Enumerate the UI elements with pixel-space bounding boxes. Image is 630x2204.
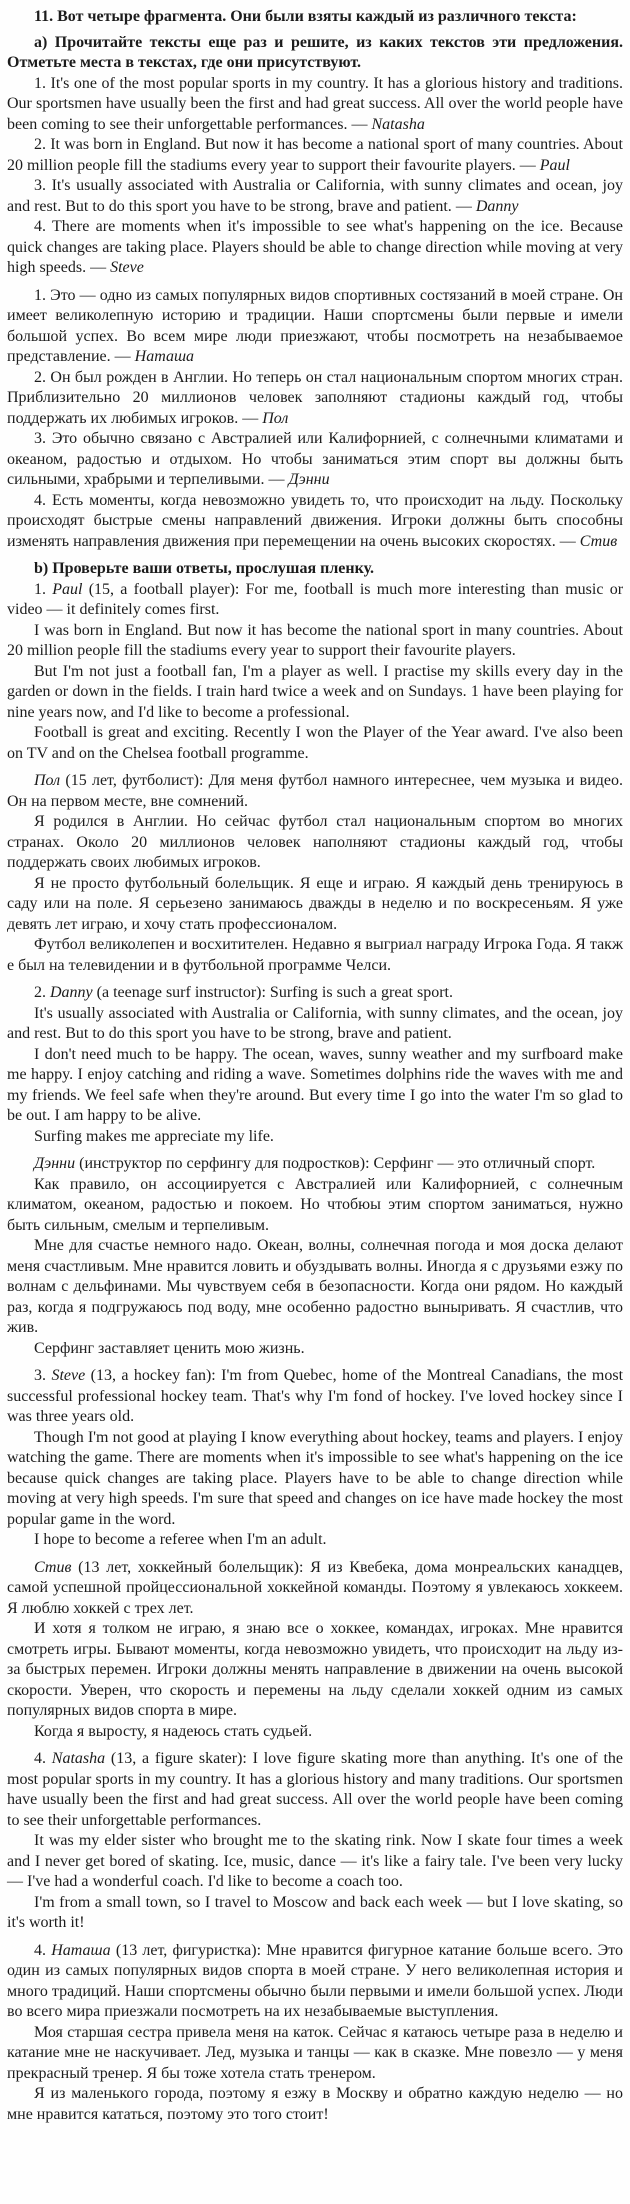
dash: — bbox=[351, 115, 368, 133]
speaker-number: 3. bbox=[34, 1367, 46, 1384]
exercise-title: 11. Вот четыре фрагмента. Они были взяты каждый из различного текста: bbox=[34, 8, 577, 25]
dash: — bbox=[242, 409, 259, 427]
speaker-steve-en-p1: Though I'm not good at playing I know everything about hockey, teams and players. I enjoy watching the game. There are moments when it's impossible to see what's happening on the ice because quick changes are taking place. Players have to be able to change direction while moving at very high speeds. I'm sure that speed and changes on ice have made hockey the most popular game in the word. bbox=[7, 1428, 623, 1528]
fragment-text: 2. It was born in England. But now it has become a national sport of many countries. About 20 million people fill the stadiums every year to support their favourite players. bbox=[7, 136, 623, 174]
fragment-text: 3. It's usually associated with Australia or California, with sunny climates and ocean, joy and rest. But to do this sport you have to be strong, brave and patient. bbox=[7, 177, 623, 215]
speaker-name: Пол bbox=[34, 772, 61, 789]
speaker-name: Стив bbox=[34, 1558, 72, 1576]
fragment-author: Наташа bbox=[134, 348, 195, 365]
speaker-steve-en-intro bbox=[7, 1366, 623, 1428]
speaker-paul-en-intro bbox=[7, 580, 623, 621]
speaker-name: Дэнни bbox=[34, 1155, 76, 1172]
speaker-danny-en-p1: It's usually associated with Australia or California, with sunny climates, and the ocean, joy and rest. But to do this sport you have to be strong, brave and patient. bbox=[7, 1004, 623, 1042]
speaker-steve-en-p2: I hope to become a referee when I'm an adult. bbox=[34, 1531, 327, 1548]
speaker-paul-ru-p3: Футбол великолепен и восхитителен. Недавно я выгриал награду Игрока Года. Я такж е был на телевидении и в футбольной программе Челси. bbox=[7, 936, 623, 974]
task-b-heading: b) Проверьте ваши ответы, прослушая пленку. bbox=[34, 560, 374, 577]
speaker-intro-text: (13 лет, фигуристка): Мне нравится фигурное катание больше всего. Это один из самых популярных видов спорта в моей стране. У него великолепная история и много традиций. Наши спортсмены обычно были первыми и имели большой успех. Люди во всего мира приезжали посмотреть на их незабываемые выступления. bbox=[7, 1941, 624, 2020]
speaker-steve-ru-intro bbox=[7, 1558, 623, 1620]
speaker-steve-ru-p2: Когда я выросту, я надеюсь стать судьей. bbox=[34, 1722, 313, 1740]
speaker-natasha-ru-p1: Моя старшая сестра привела меня на каток. Сейчас я катаюсь четыре раза в неделю и катание мне не наскучивает. Лед, музыка и танцы — как в сказке. Мне повезло — у меня прекрасный тренер. Я бы тоже хотела стать тренером. bbox=[7, 2023, 623, 2082]
speaker-paul-ru-p2: Я не просто футбольный болельщик. Я еще и играю. Я каждый день тренируюсь в саду или на поле. Я серьезено занимаюсь дважды в неделю и по воскресеньям. Я уже девять лет играю, и хочу стать профессионалом. bbox=[7, 874, 623, 933]
speaker-number: 4. bbox=[34, 1750, 46, 1767]
fragment-text: 3. Это обычно связано с Австралией или Калифорнией, с солнечными климатами и океаном, радостью и отдыхом. Но чтобы заниматься этим спорт вы должны быть сильными, храбрыми и терпеливыми. bbox=[7, 430, 623, 488]
dash: — bbox=[114, 348, 131, 365]
fragment-en-1 bbox=[7, 74, 623, 136]
fragment-text: 4. Есть моменты, когда невозможно увидеть то, что происходит на льду. Поскольку происходят быстрые смены направлений движения. Игроки должны быть способны изменять направления движения при перемещении на очень высоких скоростях. bbox=[7, 491, 623, 550]
speaker-danny-en-p3: Surfing makes me appreciate my life. bbox=[34, 1127, 274, 1145]
fragment-text: 2. Он был рожден в Англии. Но теперь он стал национальным спортом многих стран. Приблизительно 20 миллионов человек заполняют стадионы каждый год, чтобы поддержать их любимых игроков. bbox=[7, 368, 623, 427]
speaker-name: Steve bbox=[51, 1367, 86, 1384]
speaker-natasha-en-p2: I'm from a small town, so I travel to Moscow and back each week — but I love skating, so it's worth it! bbox=[7, 1893, 623, 1931]
speaker-intro-text: (15 лет, футболист): Для меня футбол намного интереснее, чем музыка и видео. Он на первом месте, вне сомнений. bbox=[7, 772, 623, 810]
dash: — bbox=[559, 532, 576, 550]
speaker-paul-ru-intro bbox=[7, 771, 623, 812]
dash: — bbox=[455, 197, 472, 215]
fragment-ru-4 bbox=[7, 491, 623, 553]
speaker-danny-ru-p1: Как правило, он ассоциируется с Австралией или Калифорнией, с солнечным климатом, океаном, радостью и покоем. Но чтобюы этим спортом заниматься, нужно быть сильным, смелым и терпеливым. bbox=[7, 1175, 623, 1234]
speaker-name: Natasha bbox=[51, 1750, 106, 1767]
fragment-author: Steve bbox=[110, 259, 144, 276]
speaker-number: 1. bbox=[34, 580, 46, 598]
speaker-name: Danny bbox=[50, 984, 93, 1001]
fragment-ru-2 bbox=[7, 368, 623, 430]
speaker-intro-text: (13 лет, хоккейный болельщик): Я из Квебека, дома монреальских канадцев, самой успешной пройцессиональной хоккейной команды. Поэтому я увлекаюсь хоккеем. Я люблю хоккей с трех лет. bbox=[7, 1558, 624, 1617]
speaker-paul-ru-p1: Я родился в Англии. Но сейчас футбол стал национальным спортом во многих странах. Около 20 миллионов человек наполняют стадионы каждый год, чтобы поддержать своих любимых игроков. bbox=[7, 813, 623, 871]
dash: — bbox=[90, 259, 107, 276]
fragment-author: Дэнни bbox=[288, 471, 330, 488]
fragment-en-3 bbox=[7, 176, 623, 217]
speaker-intro-text: (инструктор по серфингу для подростков): Серфинг — это отличный спорт. bbox=[79, 1155, 596, 1172]
fragment-ru-1 bbox=[7, 286, 623, 368]
speaker-number: 4. bbox=[34, 1941, 46, 1959]
speaker-danny-ru-p3: Серфинг заставляет ценить мою жизнь. bbox=[34, 1339, 305, 1357]
speaker-paul-en-p1: I was born in England. But now it has become the national sport in many countries. About 20 million people fill the stadiums every year to support their favourite players. bbox=[7, 621, 623, 659]
fragment-author: Пол bbox=[262, 409, 289, 427]
speaker-intro-text: (13, a hockey fan): I'm from Quebec, home of the Montreal Canadians, the most successful professional hockey team. That's why I'm fond of hockey. I've loved hockey since I was three years old. bbox=[7, 1367, 624, 1425]
speaker-natasha-ru-intro bbox=[7, 1941, 623, 2023]
dash: — bbox=[268, 471, 285, 488]
speaker-steve-ru-p1: И хотя я толком не играю, я знаю все о хоккее, командах, игроках. Мне нравится смотреть игры. Бывают моменты, когда невозможно увидеть, что происходит на льду из-за быстрых перемен. Игроки должны менять направление в движении на очень высокой скорости. Уверен, что скорость и перемены на льду сделали хоккей одним из самых популярных видов спорта в мире. bbox=[7, 1620, 623, 1719]
speaker-number: 2. bbox=[34, 984, 46, 1001]
fragment-author: Natasha bbox=[371, 115, 425, 133]
task-a-heading: а) Прочитайте тексты еще раз и решите, из каких текстов эти предложения. Отметьте места в текстах, где они присутствуют. bbox=[7, 33, 623, 71]
speaker-name: Paul bbox=[52, 580, 83, 598]
speaker-danny-en-p2: I don't need much to be happy. The ocean, waves, sunny weather and my surfboard make me happy. I enjoy catching and riding a wave. Sometimes dolphins ride the waves with me and my friends. We feel safe when they're around. But every time I go into the water I'm so glad to be out. I am happy to be alive. bbox=[7, 1045, 623, 1124]
speaker-danny-ru-p2: Мне для счастье немного надо. Океан, волны, солнечная погода и моя доска делают меня счастливым. Мне нравится ловить и обуздывать волны. Иногда я с друзьями езжу по волнам с дельфинами. Мы чувствуем себя в безопасности. Когда они рядом. Но каждый раз, когда я подгружаюсь под воду, мне особенно радостно выныривать. Я счастлив, что жив. bbox=[7, 1237, 623, 1336]
speaker-danny-ru-intro bbox=[7, 1154, 623, 1175]
fragment-text: 4. There are moments when it's impossible to see what's happening on the ice. Because quick changes are taking place. Players should be able to change direction while moving at very high speeds. bbox=[7, 218, 623, 276]
fragment-author: Paul bbox=[539, 156, 570, 174]
speaker-natasha-en-p1: It was my elder sister who brought me to the skating rink. Now I skate four times a week and I never get bored of skating. Ice, music, dance — it's like a fairy tale. I've been very lucky — I've had a wonderful coach. I'd like to become a coach too. bbox=[7, 1832, 623, 1890]
fragment-author: Стив bbox=[579, 532, 618, 550]
speaker-natasha-ru-p2: Я из маленького города, поэтому я езжу в Москву и обратно каждую неделю — но мне нравится кататься, поэтому это того стоит! bbox=[7, 2085, 623, 2123]
speaker-intro-text: (15, a football player): For me, football is much more interesting than music or video — it definitely comes first. bbox=[7, 580, 624, 618]
fragment-ru-3 bbox=[7, 429, 623, 491]
speaker-intro-text: (13, a figure skater): I love figure skating more than anything. It's one of the most popular sports in my country. It has a glorious history and many traditions. Our sportsmen have usually been the first and had great success. All over the world people have been coming to see their unforgettable performances. bbox=[7, 1750, 623, 1829]
speaker-paul-en-p2: But I'm not just a football fan, I'm a player as well. I practise my skills every day in the garden or down in the fields. I train hard twice a week and on Sundays. 1 have been playing for nine years now, and I'd like to become a professional. bbox=[7, 662, 623, 721]
fragment-author: Danny bbox=[475, 197, 519, 215]
speaker-natasha-en-intro bbox=[7, 1749, 623, 1831]
fragment-en-2 bbox=[7, 135, 623, 176]
speaker-name: Наташа bbox=[51, 1941, 111, 1959]
fragment-text: 1. Это — одно из самых популярных видов спортивных состязаний в моей стране. Он имеет великолепную историю и традиции. Наши спортсмены были первые и имели большой успех. Во всем мире люди приезжают, чтобы посмотреть на незабываемое представление. bbox=[7, 286, 623, 365]
speaker-danny-en-intro bbox=[7, 983, 623, 1004]
dash: — bbox=[519, 156, 536, 174]
speaker-intro-text: (a teenage surf instructor): Surfing is such a great sport. bbox=[96, 984, 453, 1001]
fragment-text: 1. It's one of the most popular sports in my country. It has a glorious history and traditions. Our sportsmen have usually been the first and had great success. All over the world people have been coming to see their unforgettable performances. bbox=[7, 74, 623, 133]
fragment-en-4 bbox=[7, 217, 623, 279]
speaker-paul-en-p3: Football is great and exciting. Recently I won the Player of the Year award. I've also been on TV and on the Chelsea football programme. bbox=[7, 724, 623, 762]
